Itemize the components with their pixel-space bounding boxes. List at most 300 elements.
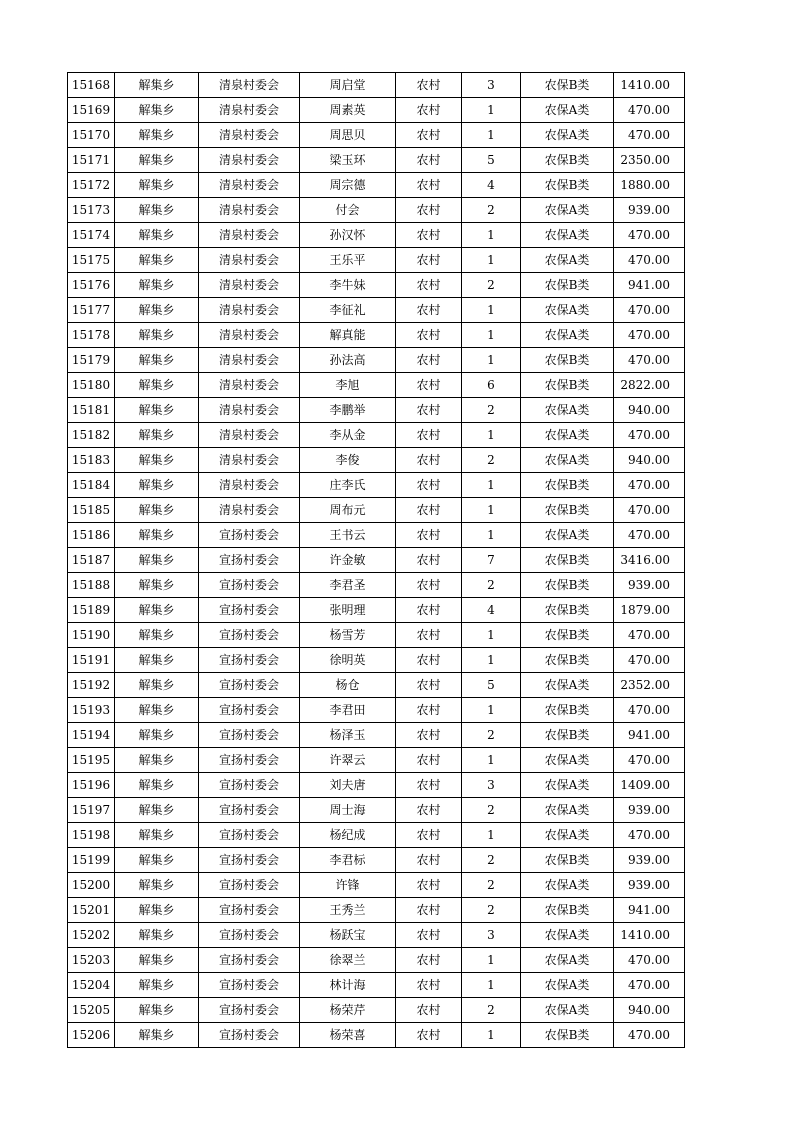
area-type-cell: 农村 <box>396 873 462 898</box>
township-cell: 解集乡 <box>115 698 199 723</box>
name-cell: 李牛妹 <box>300 273 396 298</box>
village-committee-cell: 宣扬村委会 <box>199 1023 300 1048</box>
insurance-category-cell: 农保A类 <box>521 523 614 548</box>
record-id-cell: 15198 <box>68 823 115 848</box>
household-count-cell: 2 <box>462 448 521 473</box>
household-count-cell: 1 <box>462 823 521 848</box>
insurance-category-cell: 农保A类 <box>521 748 614 773</box>
township-cell: 解集乡 <box>115 823 199 848</box>
household-count-cell: 6 <box>462 373 521 398</box>
table-row <box>68 523 685 548</box>
name-cell: 周思贝 <box>300 123 396 148</box>
amount-cell: 470.00 <box>614 423 685 448</box>
area-type-cell: 农村 <box>396 998 462 1023</box>
township-cell: 解集乡 <box>115 148 199 173</box>
record-id-cell: 15202 <box>68 923 115 948</box>
amount-cell: 470.00 <box>614 98 685 123</box>
insurance-category-cell: 农保B类 <box>521 623 614 648</box>
name-cell: 孙汉怀 <box>300 223 396 248</box>
village-committee-cell: 清泉村委会 <box>199 323 300 348</box>
amount-cell: 1410.00 <box>614 923 685 948</box>
township-cell: 解集乡 <box>115 923 199 948</box>
area-type-cell: 农村 <box>396 123 462 148</box>
name-cell: 刘夫唐 <box>300 773 396 798</box>
amount-cell: 3416.00 <box>614 548 685 573</box>
name-cell: 李从金 <box>300 423 396 448</box>
insurance-category-cell: 农保B类 <box>521 723 614 748</box>
table-row <box>68 98 685 123</box>
table-row <box>68 148 685 173</box>
village-committee-cell: 清泉村委会 <box>199 123 300 148</box>
insurance-category-cell: 农保A类 <box>521 223 614 248</box>
village-committee-cell: 宣扬村委会 <box>199 998 300 1023</box>
name-cell: 许金敏 <box>300 548 396 573</box>
table-row <box>68 573 685 598</box>
township-cell: 解集乡 <box>115 673 199 698</box>
amount-cell: 939.00 <box>614 198 685 223</box>
area-type-cell: 农村 <box>396 523 462 548</box>
name-cell: 许锋 <box>300 873 396 898</box>
area-type-cell: 农村 <box>396 273 462 298</box>
record-id-cell: 15186 <box>68 523 115 548</box>
amount-cell: 470.00 <box>614 973 685 998</box>
insurance-category-cell: 农保B类 <box>521 148 614 173</box>
amount-cell: 2352.00 <box>614 673 685 698</box>
record-id-cell: 15173 <box>68 198 115 223</box>
township-cell: 解集乡 <box>115 398 199 423</box>
township-cell: 解集乡 <box>115 848 199 873</box>
name-cell: 杨荣芹 <box>300 998 396 1023</box>
name-cell: 王书云 <box>300 523 396 548</box>
township-cell: 解集乡 <box>115 898 199 923</box>
area-type-cell: 农村 <box>396 898 462 923</box>
village-committee-cell: 清泉村委会 <box>199 73 300 98</box>
table-row <box>68 273 685 298</box>
township-cell: 解集乡 <box>115 573 199 598</box>
area-type-cell: 农村 <box>396 173 462 198</box>
table-row <box>68 223 685 248</box>
township-cell: 解集乡 <box>115 723 199 748</box>
name-cell: 李鹏举 <box>300 398 396 423</box>
area-type-cell: 农村 <box>396 423 462 448</box>
amount-cell: 1880.00 <box>614 173 685 198</box>
table-row <box>68 623 685 648</box>
insurance-category-cell: 农保B类 <box>521 1023 614 1048</box>
insurance-category-cell: 农保B类 <box>521 648 614 673</box>
village-committee-cell: 宣扬村委会 <box>199 923 300 948</box>
household-count-cell: 2 <box>462 848 521 873</box>
insurance-category-cell: 农保A类 <box>521 923 614 948</box>
household-count-cell: 1 <box>462 323 521 348</box>
table-row <box>68 773 685 798</box>
township-cell: 解集乡 <box>115 648 199 673</box>
record-id-cell: 15178 <box>68 323 115 348</box>
name-cell: 李俊 <box>300 448 396 473</box>
household-count-cell: 1 <box>462 648 521 673</box>
amount-cell: 470.00 <box>614 623 685 648</box>
insurance-category-cell: 农保A类 <box>521 298 614 323</box>
table-row <box>68 673 685 698</box>
township-cell: 解集乡 <box>115 798 199 823</box>
record-id-cell: 15193 <box>68 698 115 723</box>
insurance-category-cell: 农保A类 <box>521 448 614 473</box>
area-type-cell: 农村 <box>396 373 462 398</box>
name-cell: 王秀兰 <box>300 898 396 923</box>
household-count-cell: 2 <box>462 723 521 748</box>
area-type-cell: 农村 <box>396 198 462 223</box>
amount-cell: 470.00 <box>614 248 685 273</box>
household-count-cell: 1 <box>462 623 521 648</box>
record-id-cell: 15199 <box>68 848 115 873</box>
household-count-cell: 2 <box>462 873 521 898</box>
amount-cell: 941.00 <box>614 898 685 923</box>
township-cell: 解集乡 <box>115 998 199 1023</box>
township-cell: 解集乡 <box>115 223 199 248</box>
amount-cell: 940.00 <box>614 998 685 1023</box>
table-row <box>68 598 685 623</box>
area-type-cell: 农村 <box>396 573 462 598</box>
amount-cell: 2822.00 <box>614 373 685 398</box>
name-cell: 李君圣 <box>300 573 396 598</box>
township-cell: 解集乡 <box>115 623 199 648</box>
record-id-cell: 15174 <box>68 223 115 248</box>
household-count-cell: 1 <box>462 348 521 373</box>
amount-cell: 470.00 <box>614 948 685 973</box>
insurance-category-cell: 农保B类 <box>521 848 614 873</box>
household-count-cell: 1 <box>462 698 521 723</box>
name-cell: 杨纪成 <box>300 823 396 848</box>
amount-cell: 470.00 <box>614 823 685 848</box>
amount-cell: 470.00 <box>614 1023 685 1048</box>
insurance-category-cell: 农保B类 <box>521 548 614 573</box>
table-row <box>68 473 685 498</box>
table-row <box>68 798 685 823</box>
township-cell: 解集乡 <box>115 323 199 348</box>
area-type-cell: 农村 <box>396 698 462 723</box>
village-committee-cell: 宣扬村委会 <box>199 973 300 998</box>
name-cell: 周士海 <box>300 798 396 823</box>
township-cell: 解集乡 <box>115 598 199 623</box>
record-id-cell: 15177 <box>68 298 115 323</box>
village-committee-cell: 清泉村委会 <box>199 398 300 423</box>
area-type-cell: 农村 <box>396 223 462 248</box>
record-id-cell: 15189 <box>68 598 115 623</box>
insurance-category-cell: 农保B类 <box>521 573 614 598</box>
table-row <box>68 448 685 473</box>
amount-cell: 470.00 <box>614 648 685 673</box>
name-cell: 徐翠兰 <box>300 948 396 973</box>
township-cell: 解集乡 <box>115 348 199 373</box>
table-row <box>68 748 685 773</box>
record-id-cell: 15170 <box>68 123 115 148</box>
village-committee-cell: 清泉村委会 <box>199 498 300 523</box>
amount-cell: 939.00 <box>614 848 685 873</box>
village-committee-cell: 宣扬村委会 <box>199 548 300 573</box>
village-committee-cell: 清泉村委会 <box>199 448 300 473</box>
amount-cell: 939.00 <box>614 798 685 823</box>
data-table <box>67 72 685 1048</box>
name-cell: 林计海 <box>300 973 396 998</box>
table-row <box>68 723 685 748</box>
amount-cell: 1879.00 <box>614 598 685 623</box>
name-cell: 王乐平 <box>300 248 396 273</box>
village-committee-cell: 宣扬村委会 <box>199 948 300 973</box>
insurance-category-cell: 农保A类 <box>521 323 614 348</box>
amount-cell: 940.00 <box>614 448 685 473</box>
record-id-cell: 15181 <box>68 398 115 423</box>
household-count-cell: 4 <box>462 173 521 198</box>
name-cell: 庄李氏 <box>300 473 396 498</box>
area-type-cell: 农村 <box>396 623 462 648</box>
table-row <box>68 998 685 1023</box>
township-cell: 解集乡 <box>115 298 199 323</box>
name-cell: 杨仓 <box>300 673 396 698</box>
household-count-cell: 1 <box>462 523 521 548</box>
village-committee-cell: 宣扬村委会 <box>199 848 300 873</box>
record-id-cell: 15190 <box>68 623 115 648</box>
area-type-cell: 农村 <box>396 248 462 273</box>
name-cell: 杨雪芳 <box>300 623 396 648</box>
village-committee-cell: 宣扬村委会 <box>199 773 300 798</box>
record-id-cell: 15172 <box>68 173 115 198</box>
name-cell: 李旭 <box>300 373 396 398</box>
village-committee-cell: 清泉村委会 <box>199 473 300 498</box>
table-row <box>68 498 685 523</box>
area-type-cell: 农村 <box>396 498 462 523</box>
name-cell: 许翠云 <box>300 748 396 773</box>
village-committee-cell: 宣扬村委会 <box>199 723 300 748</box>
township-cell: 解集乡 <box>115 498 199 523</box>
area-type-cell: 农村 <box>396 323 462 348</box>
insurance-category-cell: 农保A类 <box>521 948 614 973</box>
village-committee-cell: 清泉村委会 <box>199 373 300 398</box>
village-committee-cell: 清泉村委会 <box>199 348 300 373</box>
village-committee-cell: 宣扬村委会 <box>199 523 300 548</box>
village-committee-cell: 清泉村委会 <box>199 248 300 273</box>
record-id-cell: 15196 <box>68 773 115 798</box>
township-cell: 解集乡 <box>115 448 199 473</box>
table-row <box>68 298 685 323</box>
area-type-cell: 农村 <box>396 298 462 323</box>
township-cell: 解集乡 <box>115 973 199 998</box>
household-count-cell: 1 <box>462 123 521 148</box>
village-committee-cell: 宣扬村委会 <box>199 898 300 923</box>
amount-cell: 939.00 <box>614 873 685 898</box>
insurance-category-cell: 农保B类 <box>521 698 614 723</box>
name-cell: 李君田 <box>300 698 396 723</box>
table-row <box>68 173 685 198</box>
name-cell: 付会 <box>300 198 396 223</box>
record-id-cell: 15183 <box>68 448 115 473</box>
record-id-cell: 15192 <box>68 673 115 698</box>
table-row <box>68 398 685 423</box>
village-committee-cell: 清泉村委会 <box>199 148 300 173</box>
table-body <box>68 73 685 1048</box>
record-id-cell: 15187 <box>68 548 115 573</box>
record-id-cell: 15182 <box>68 423 115 448</box>
table-row <box>68 898 685 923</box>
household-count-cell: 1 <box>462 423 521 448</box>
amount-cell: 941.00 <box>614 723 685 748</box>
record-id-cell: 15175 <box>68 248 115 273</box>
village-committee-cell: 宣扬村委会 <box>199 798 300 823</box>
table-row <box>68 323 685 348</box>
village-committee-cell: 清泉村委会 <box>199 173 300 198</box>
area-type-cell: 农村 <box>396 348 462 373</box>
name-cell: 解真能 <box>300 323 396 348</box>
area-type-cell: 农村 <box>396 948 462 973</box>
village-committee-cell: 宣扬村委会 <box>199 648 300 673</box>
village-committee-cell: 清泉村委会 <box>199 223 300 248</box>
table-row <box>68 1023 685 1048</box>
township-cell: 解集乡 <box>115 373 199 398</box>
name-cell: 杨跃宝 <box>300 923 396 948</box>
insurance-category-cell: 农保A类 <box>521 248 614 273</box>
record-id-cell: 15171 <box>68 148 115 173</box>
amount-cell: 470.00 <box>614 498 685 523</box>
area-type-cell: 农村 <box>396 723 462 748</box>
table-row <box>68 823 685 848</box>
insurance-category-cell: 农保B类 <box>521 373 614 398</box>
insurance-category-cell: 农保B类 <box>521 473 614 498</box>
township-cell: 解集乡 <box>115 748 199 773</box>
amount-cell: 470.00 <box>614 123 685 148</box>
table-row <box>68 948 685 973</box>
household-count-cell: 3 <box>462 773 521 798</box>
area-type-cell: 农村 <box>396 748 462 773</box>
record-id-cell: 15188 <box>68 573 115 598</box>
name-cell: 徐明英 <box>300 648 396 673</box>
area-type-cell: 农村 <box>396 148 462 173</box>
village-committee-cell: 宣扬村委会 <box>199 873 300 898</box>
household-count-cell: 1 <box>462 473 521 498</box>
township-cell: 解集乡 <box>115 123 199 148</box>
household-count-cell: 4 <box>462 598 521 623</box>
insurance-category-cell: 农保A类 <box>521 398 614 423</box>
record-id-cell: 15206 <box>68 1023 115 1048</box>
insurance-category-cell: 农保A类 <box>521 123 614 148</box>
township-cell: 解集乡 <box>115 248 199 273</box>
amount-cell: 940.00 <box>614 398 685 423</box>
township-cell: 解集乡 <box>115 273 199 298</box>
household-count-cell: 2 <box>462 573 521 598</box>
insurance-category-cell: 农保B类 <box>521 898 614 923</box>
township-cell: 解集乡 <box>115 548 199 573</box>
household-count-cell: 1 <box>462 1023 521 1048</box>
table-row <box>68 848 685 873</box>
record-id-cell: 15205 <box>68 998 115 1023</box>
name-cell: 杨泽玉 <box>300 723 396 748</box>
name-cell: 周启堂 <box>300 73 396 98</box>
village-committee-cell: 清泉村委会 <box>199 198 300 223</box>
township-cell: 解集乡 <box>115 873 199 898</box>
household-count-cell: 1 <box>462 248 521 273</box>
household-count-cell: 2 <box>462 198 521 223</box>
table-row <box>68 648 685 673</box>
record-id-cell: 15169 <box>68 98 115 123</box>
amount-cell: 470.00 <box>614 298 685 323</box>
township-cell: 解集乡 <box>115 173 199 198</box>
area-type-cell: 农村 <box>396 973 462 998</box>
amount-cell: 470.00 <box>614 698 685 723</box>
village-committee-cell: 清泉村委会 <box>199 423 300 448</box>
village-committee-cell: 清泉村委会 <box>199 98 300 123</box>
village-committee-cell: 宣扬村委会 <box>199 573 300 598</box>
township-cell: 解集乡 <box>115 523 199 548</box>
record-id-cell: 15179 <box>68 348 115 373</box>
name-cell: 梁玉环 <box>300 148 396 173</box>
household-count-cell: 5 <box>462 673 521 698</box>
name-cell: 张明理 <box>300 598 396 623</box>
village-committee-cell: 清泉村委会 <box>199 273 300 298</box>
village-committee-cell: 清泉村委会 <box>199 298 300 323</box>
insurance-category-cell: 农保B类 <box>521 498 614 523</box>
record-id-cell: 15180 <box>68 373 115 398</box>
household-count-cell: 1 <box>462 748 521 773</box>
amount-cell: 2350.00 <box>614 148 685 173</box>
table-row <box>68 198 685 223</box>
household-count-cell: 1 <box>462 973 521 998</box>
table-row <box>68 873 685 898</box>
table-row <box>68 923 685 948</box>
area-type-cell: 农村 <box>396 98 462 123</box>
amount-cell: 939.00 <box>614 573 685 598</box>
amount-cell: 470.00 <box>614 323 685 348</box>
area-type-cell: 农村 <box>396 548 462 573</box>
village-committee-cell: 宣扬村委会 <box>199 598 300 623</box>
insurance-category-cell: 农保B类 <box>521 598 614 623</box>
village-committee-cell: 宣扬村委会 <box>199 823 300 848</box>
household-count-cell: 3 <box>462 923 521 948</box>
insurance-category-cell: 农保A类 <box>521 423 614 448</box>
insurance-category-cell: 农保A类 <box>521 673 614 698</box>
household-count-cell: 1 <box>462 948 521 973</box>
household-count-cell: 1 <box>462 498 521 523</box>
record-id-cell: 15203 <box>68 948 115 973</box>
area-type-cell: 农村 <box>396 473 462 498</box>
area-type-cell: 农村 <box>396 673 462 698</box>
table-row <box>68 373 685 398</box>
village-committee-cell: 宣扬村委会 <box>199 698 300 723</box>
village-committee-cell: 宣扬村委会 <box>199 748 300 773</box>
household-count-cell: 2 <box>462 273 521 298</box>
amount-cell: 470.00 <box>614 748 685 773</box>
township-cell: 解集乡 <box>115 773 199 798</box>
area-type-cell: 农村 <box>396 448 462 473</box>
table-row <box>68 123 685 148</box>
household-count-cell: 5 <box>462 148 521 173</box>
name-cell: 孙法高 <box>300 348 396 373</box>
area-type-cell: 农村 <box>396 598 462 623</box>
record-id-cell: 15200 <box>68 873 115 898</box>
household-count-cell: 2 <box>462 798 521 823</box>
village-committee-cell: 宣扬村委会 <box>199 623 300 648</box>
area-type-cell: 农村 <box>396 648 462 673</box>
amount-cell: 941.00 <box>614 273 685 298</box>
insurance-category-cell: 农保A类 <box>521 873 614 898</box>
amount-cell: 470.00 <box>614 223 685 248</box>
insurance-category-cell: 农保A类 <box>521 773 614 798</box>
township-cell: 解集乡 <box>115 1023 199 1048</box>
household-count-cell: 2 <box>462 998 521 1023</box>
record-id-cell: 15191 <box>68 648 115 673</box>
record-id-cell: 15195 <box>68 748 115 773</box>
table-row <box>68 73 685 98</box>
insurance-category-cell: 农保B类 <box>521 348 614 373</box>
record-id-cell: 15201 <box>68 898 115 923</box>
amount-cell: 470.00 <box>614 523 685 548</box>
table-row <box>68 973 685 998</box>
